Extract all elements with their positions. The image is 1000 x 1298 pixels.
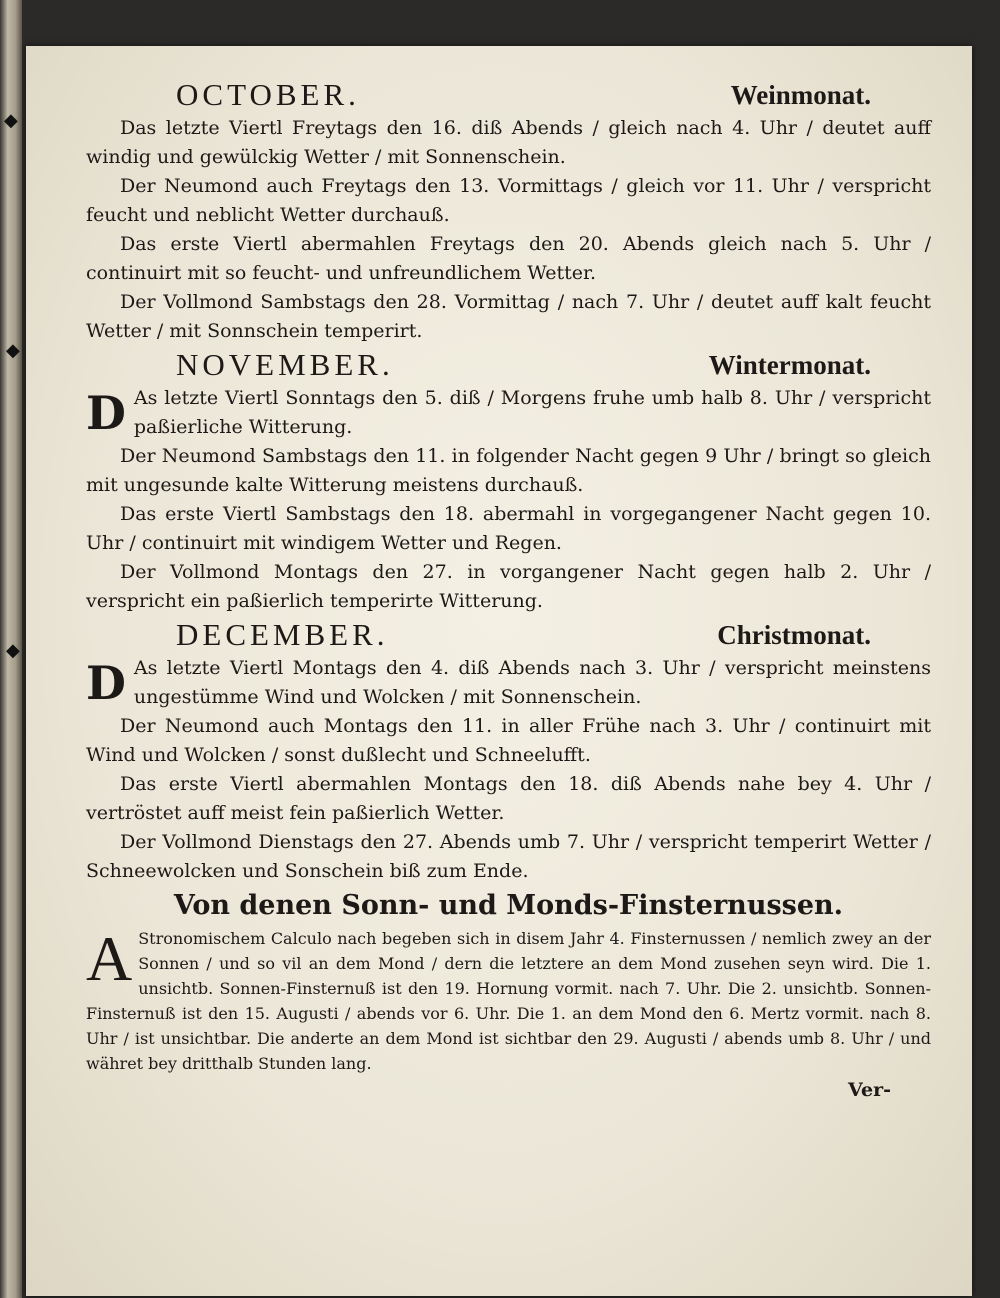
margin-mark-icon: ◆	[6, 340, 20, 361]
november-last-quarter-text: As letzte Viertl Sonntags den 5. diß / Morgens fruhe umb halb 8. Uhr / verspricht paßierliche Witterung.	[133, 387, 931, 438]
margin-mark-icon: ◆	[4, 110, 18, 131]
december-new-moon: Der Neumond auch Montags den 11. in aller Frühe nach 3. Uhr / continuirt mit Wind und Wolcken / sonst dußlecht und Schneelufft.	[86, 715, 931, 766]
november-latin-title: NOVEMBER.	[176, 347, 394, 382]
eclipses-dropcap: A	[86, 923, 133, 994]
october-heading	[86, 76, 931, 114]
november-dropcap: D	[86, 386, 126, 440]
december-dropcap: D	[86, 656, 126, 710]
margin-mark-icon: ◆	[6, 640, 20, 661]
october-german-title: Weinmonat.	[730, 80, 871, 110]
october-last-quarter: Das letzte Viertl Freytags den 16. diß Abends / gleich nach 4. Uhr / deutet auff windig und gewülckig Wetter / mit Sonnenschein.	[86, 117, 931, 168]
october-first-quarter: Das erste Viertl abermahlen Freytags den 20. Abends gleich nach 5. Uhr / continuirt mit so feucht- und unfreundlichem Wetter.	[86, 233, 931, 284]
october-full-moon: Der Vollmond Sambstags den 28. Vormittag / nach 7. Uhr / deutet auff kalt feucht Wetter / mit Sonnschein temperirt.	[86, 291, 931, 342]
november-full-moon: Der Vollmond Montags den 27. in vorgangener Nacht gegen halb 2. Uhr / verspricht ein paßierlich temperirte Witterung.	[86, 561, 931, 612]
november-first-quarter: Das erste Viertl Sambstags den 18. abermahl in vorgegangener Nacht gegen 10. Uhr / continuirt mit windigem Wetter und Regen.	[86, 503, 931, 554]
december-first-quarter: Das erste Viertl abermahlen Montags den 18. diß Abends nahe bey 4. Uhr / vertröstet auff meist fein paßierlich Wetter.	[86, 773, 931, 824]
november-last-quarter	[86, 384, 931, 442]
december-full-moon: Der Vollmond Dienstags den 27. Abends umb 7. Uhr / verspricht temperirt Wetter / Schneewolcken und Sonschein biß zum Ende.	[86, 831, 931, 882]
eclipses-paragraph	[86, 923, 931, 1076]
book-page	[26, 46, 972, 1296]
november-german-title: Wintermonat.	[708, 350, 871, 380]
december-heading	[86, 616, 931, 654]
november-heading	[86, 346, 931, 384]
eclipses-title: Von denen Sonn- und Monds-Finsternussen.	[173, 890, 844, 921]
october-latin-title: OCTOBER.	[176, 77, 360, 112]
december-last-quarter-text: As letzte Viertl Montags den 4. diß Abends nach 3. Uhr / verspricht meinstens ungestümme Wind und Wolcken / mit Sonnenschein.	[133, 657, 931, 708]
october-new-moon: Der Neumond auch Freytags den 13. Vormittags / gleich vor 11. Uhr / verspricht feucht und neblicht Wetter durchauß.	[86, 175, 931, 226]
december-german-title: Christmonat.	[717, 620, 871, 650]
november-new-moon: Der Neumond Sambstags den 11. in folgender Nacht gegen 9 Uhr / bringt so gleich mit ungesunde kalte Witterung meistens durchauß.	[86, 445, 931, 496]
page-text	[86, 76, 931, 1105]
eclipses-text: Stronomischem Calculo nach begeben sich in disem Jahr 4. Finsternussen / nemlich zwey an der Sonnen / und so vil an dem Mond / dern die letztere an dem Mond zusehen seyn wird. Die 1. unsichtb. Sonnen-Finsternuß ist den 19. Hornung vormit. nach 7. Uhr. Die 2. unsichtb. Sonnen-Finsternuß ist den 15. Augusti / abends vor 6. Uhr. Die 1. an dem Mond den 6. Mertz vormit. nach 8. Uhr / ist unsichtbar. Die anderte an dem Mond ist sichtbar den 29. Augusti / abends umb 8. Uhr / und währet bey dritthalb Stunden lang.	[86, 929, 931, 1073]
december-latin-title: DECEMBER.	[176, 617, 389, 652]
december-last-quarter	[86, 654, 931, 712]
catchword: Ver-	[848, 1079, 891, 1101]
